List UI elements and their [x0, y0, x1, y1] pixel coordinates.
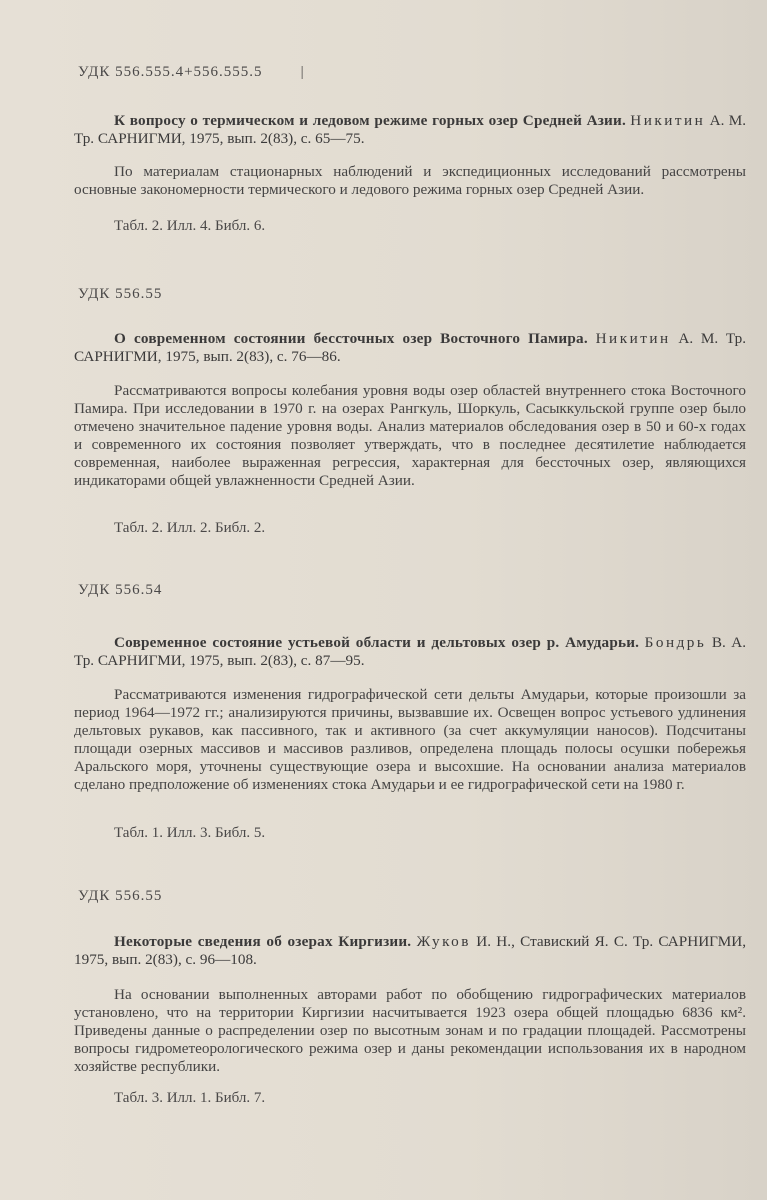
citation: А. М. Тр. САРНИГМИ, 1975, вып. 2(83), с. 76—86.: [74, 330, 747, 365]
udk-code: УДК 556.54: [78, 582, 163, 598]
abstract-heading: [74, 330, 746, 366]
refs-line: Табл. 2. Илл. 2. Библ. 2.: [114, 520, 266, 536]
abstract-summary: По материалам стационарных наблюдений и экспедиционных исследований рассмотрены основные закономерности термического и ледового режима горных озер Средней Азии.: [74, 163, 746, 198]
margin-mark: |: [300, 64, 305, 80]
abstract-title: Некоторые сведения об озерах Киргизии.: [114, 933, 412, 950]
abstract-heading: [74, 112, 746, 148]
abstract-title: О современном состоянии бессточных озер Восточного Памира.: [114, 330, 588, 347]
author-name: Жуков: [416, 933, 471, 950]
refs-line: Табл. 3. Илл. 1. Библ. 7.: [114, 1090, 266, 1106]
abstract-summary: Рассматриваются вопросы колебания уровня воды озер областей внутреннего стока Восточного Памира. При исследовании в 1970 г. на озерах Рангкуль, Шоркуль, Сасыккульской группе озер было отмечено значительное падение уровня воды. Анализ материалов обследования озер в 50 и 60-х годах и современного их состояния позволяет утверждать, что в последнее десятилетие наблюдается современная, наиболее выраженная регрессия, характерная для бессточных озер, являющихся индикаторами общей увлажненности Средней Азии.: [74, 382, 746, 489]
abstract-summary: На основании выполненных авторами работ по обобщению гидрографических материалов установлено, что на территории Киргизии насчитывается 1923 озера общей площадью 6836 км². Приведены данные о распределении озер по высотным зонам и по градации площадей. Рассмотрены вопросы гидрометеорологического режима озер и даны рекомендации использования их в народном хозяйстве республики.: [74, 986, 746, 1075]
abstract-heading: [74, 933, 746, 969]
udk-code: УДК 556.55: [78, 286, 163, 302]
citation: В. А. Тр. САРНИГМИ, 1975, вып. 2(83), с. 87—95.: [74, 634, 746, 669]
abstract-summary: Рассматриваются изменения гидрографической сети дельты Амударьи, которые произошли за период 1964—1972 гг.; анализируются причины, вызвавшие их. Освещен вопрос устьевого удлинения дельтовых рукавов, как пассивного, так и активного (за счет аккумуляции наносов). Подсчитаны площади озерных массивов и массивов разливов, определена площадь полосы осушки побережья Аральского моря, уточнены существующие озера и высохшие. На основании анализа материалов сделано предположение об изменениях стока Амударьи и ее гидрографической сети на 1980 г.: [74, 686, 746, 793]
author-name: Бондрь: [644, 634, 707, 651]
author-name: Никитин: [595, 330, 671, 347]
citation: А. М. Тр. САРНИГМИ, 1975, вып. 2(83), с. 65—75.: [74, 112, 746, 147]
refs-line: Табл. 2. Илл. 4. Библ. 6.: [114, 218, 266, 234]
abstract-title: Современное состояние устьевой области и дельтовых озер р. Амударьи.: [114, 634, 640, 651]
refs-line: Табл. 1. Илл. 3. Библ. 5.: [114, 825, 266, 841]
citation: И. Н., Ставиский Я. С. Тр. САРНИГМИ, 1975, вып. 2(83), с. 96—108.: [74, 933, 747, 968]
author-name: Никитин: [630, 112, 706, 129]
abstract-title: К вопросу о термическом и ледовом режиме горных озер Средней Азии.: [114, 112, 626, 129]
udk-code: УДК 556.555.4+556.555.5 |: [78, 64, 305, 80]
abstract-heading: [74, 634, 746, 670]
udk-code: УДК 556.55: [78, 888, 163, 904]
